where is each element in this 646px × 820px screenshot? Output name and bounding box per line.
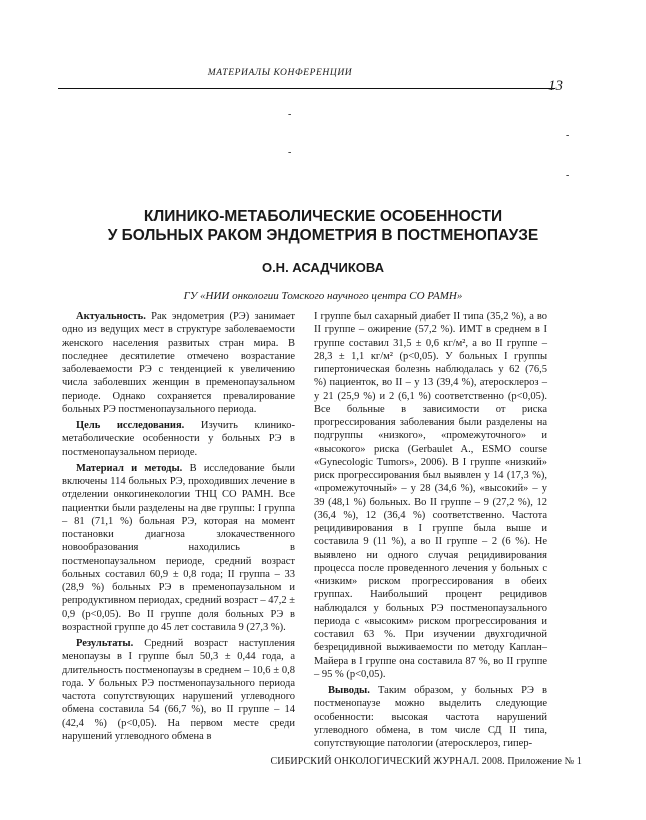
paragraph-results-continued: I группе был сахарный диабет II типа (35,2 %), а во II группе – ожирение (57,2 %). ИМТ в среднем в I группе составил 31,5 ± 0,6 кг/м², а во II группе – 28,3 ± 1,1 кг/м² (p<0,05). У больных I группы гипертоническая болезнь наблюдалась у 62 (76,5 %) пациенток, во II – у 13 (39,4 %), атеросклероз – у 21 (25,9 %) и 2 (6,1 %) соответственно (p<0,05). Все больные в зависимости от риска прогрессирования заболевания были разделены на подгруппы «низкого», «промежуточного» и «высокого» риска (Gerbaulet A., ESMO course «Gynecologic Tumors», 2006). В I группе «низкий» риск прогрессирования был выявлен у 14 (17,3 %), «промежуточный» – у 28 (34,6 %), «высокий» – у 39 (48,1 %) больных. Во II группе – 9 (27,2 %), 12 (36,4 %), 12 (36,4 %) соответственно. Частота рецидивирования в I группе была выше и составила 9 (11 %), а во II группе – 2 (6 %). Не выявлено ни одного случая рецидивирования процесса после проведенного лечения у больных с «низким» риском прогрессирования в обеих группах. Наибольший процент рецидивов наблюдался у больных РЭ постменопаузального периода с «высоким» риском прогрессирования и составил 63 %. При изучении двухгодичной безрецидивной выживаемости по методу Каплан–Майера в I группе она составила 87 %, во II группе – 95 % (p<0,05). <box>314 311 547 680</box>
title-line: У БОЛЬНЫХ РАКОМ ЭНДОМЕТРИЯ В ПОСТМЕНОПАУЗЕ <box>107 227 539 244</box>
article-title <box>0 207 646 245</box>
section-heading: Актуальность. <box>76 311 146 322</box>
section-heading: Цель исследования. <box>76 420 185 431</box>
paragraph-relevance <box>62 310 295 416</box>
section-heading: Результаты. <box>76 638 134 649</box>
text-column-left <box>62 310 295 746</box>
paragraph-text: Средний возраст наступления менопаузы в I группе был 50,3 ± 0,44 года, а длительность постменопаузы в среднем – 10,6 ± 0,8 года. У больных РЭ постменопаузального периода частота сопутствующих нарушений углеводного обмена составила 54 (66,7 %), во II группе – 14 (42,4 %) (p<0,05). На первом месте среди нарушений углеводного обмена в <box>62 638 295 742</box>
paragraph-aim <box>62 419 295 459</box>
page-number: 13 <box>548 78 563 94</box>
author-affiliation: ГУ «НИИ онкологии Томского научного центра СО РАМН» <box>183 290 463 302</box>
text-column-right <box>314 310 547 753</box>
journal-footer: СИБИРСКИЙ ОНКОЛОГИЧЕСКИЙ ЖУРНАЛ. 2008. Приложение № 1 <box>270 756 582 767</box>
header-rule <box>58 88 555 89</box>
paragraph-text: В исследование были включены 114 больных РЭ, проходивших лечение в отделении онкогинекологии ТНЦ СО РАМН. Все пациентки были разделены на две группы: I группа – 81 (71,1 %) больная РЭ, которая на момент постановки диагноза злокачественного новообразования находились в постменопаузальном периоде, средний возраст больных составил 60,9 ± 0,8 года; II группа – 33 (28,9 %) больных РЭ в пременопаузальном и репродуктивном периодах, средний возраст – 47,2 ± 0,9 (p<0,05). Во II группе доля больных РЭ в возрастной группе до 45 лет составила 9 (27,3 %). <box>62 462 296 633</box>
paragraph-text: Изучить клинико-метаболические особенности у больных РЭ в постменопаузальном периоде. <box>62 420 295 458</box>
section-heading: Материал и методы. <box>76 462 183 474</box>
running-header: МАТЕРИАЛЫ КОНФЕРЕНЦИИ <box>207 68 353 78</box>
paragraph-text: Рак эндометрия (РЭ) занимает одно из ведущих мест в структуре заболеваемости женского населения развитых стран мира. В последнее десятилетие отмечено возрастание заболеваемости РЭ с тенденцией к увеличению числа заболевших женщин в пременопаузальном периоде. Однако сохраняется превалирование больных РЭ постменопаузального периода. <box>62 311 295 415</box>
section-heading: Выводы. <box>328 685 370 696</box>
paragraph-methods <box>62 462 295 634</box>
paragraph-results <box>62 637 295 743</box>
scan-artifact-dash: - <box>288 147 292 158</box>
title-line: КЛИНИКО-МЕТАБОЛИЧЕСКИЕ ОСОБЕННОСТИ <box>143 208 503 225</box>
scan-artifact-dash: - <box>566 130 570 141</box>
paragraph-text: Таким образом, у больных РЭ в постменопаузе можно выделить следующие особенности: высокая частота нарушений углеводного обмена, в том числе СД II типа, сопутствующие патологии (атеросклероз, гипер- <box>314 685 547 749</box>
author-name: О.Н. АСАДЧИКОВА <box>261 260 385 275</box>
paragraph-conclusions <box>314 684 547 750</box>
scan-artifact-dash: - <box>288 109 292 120</box>
scan-artifact-dash: - <box>566 170 570 181</box>
